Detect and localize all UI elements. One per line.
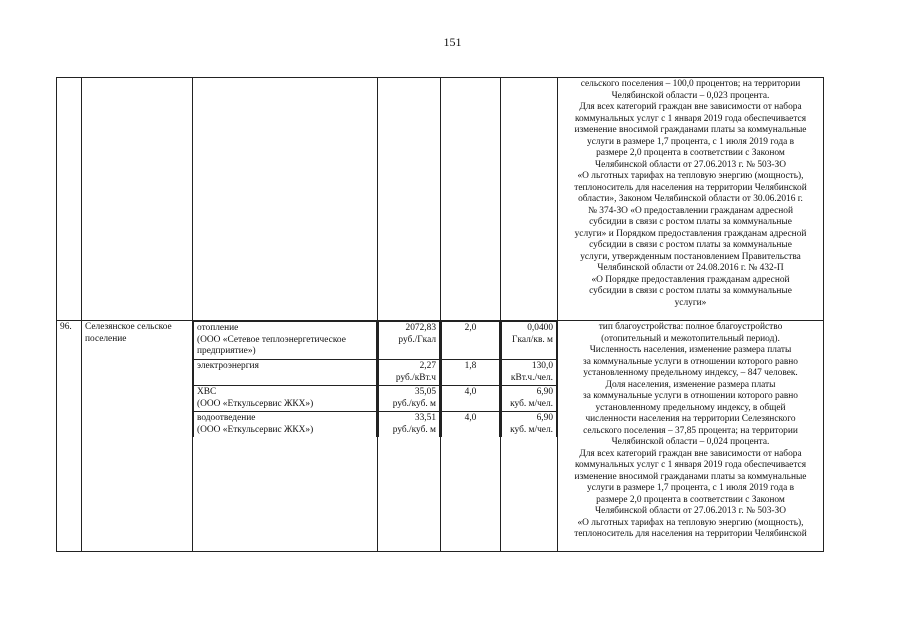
norm-unit: куб. м/чел. [510, 398, 553, 409]
service-provider: (ООО «Еткульсервис ЖКХ») [197, 424, 314, 435]
page-number: 151 [443, 35, 462, 49]
tariff-unit: руб./куб. м [392, 424, 436, 435]
tariff-unit: руб./кВт.ч [395, 372, 436, 383]
growth-value: 2,0 [442, 322, 500, 360]
service-name: электроэнергия [197, 361, 259, 371]
service-row [194, 360, 377, 386]
row-index: 96. [57, 321, 82, 552]
growth-value: 4,0 [442, 386, 500, 412]
norm-unit: куб. м/чел. [510, 424, 553, 435]
service-name: отопление [197, 323, 239, 333]
service-names-cell [193, 321, 378, 552]
tariff-value: 2,27 [419, 361, 436, 371]
service-provider: (ООО «Сетевое теплоэнергетическое предприятие») [197, 334, 346, 356]
row-description-cell: тип благоустройства: полное благоустройство (отопительный и межотопительный период). Численность населения, изменение размера платы за коммунальные услуги в отношении которого равно установленному предельному индексу, – 847 человек. Доля населения, изменение размера платы за коммунальные услуги в отношении которого равно установленному предельному индексу, в общей численности населения на территории Селезянского сельского поселения – 37,85 процента; на территории Челябинской области – 0,024 процента. Для всех категорий граждан вне зависимости от набора коммунальных услуг с 1 января 2019 года обеспечивается изменение вносимой гражданами платы за коммунальные услуги в размере 1,7 процента, с 1 июля 2019 года в размере 2,0 процента в соответствии с Законом Челябинской области от 27.06.2013 г. № 503-ЗО «О льготных тарифах на тепловую энергию (мощность), теплоноситель для населения на территории Челябинской [558, 321, 824, 552]
service-name: ХВС [197, 387, 217, 397]
tariff-value: 33,51 [414, 413, 436, 423]
municipality-name: Селезянское сельское поселение [82, 321, 193, 552]
norm-value: 6,90 [536, 413, 553, 423]
tariff-unit: руб./куб. м [392, 398, 436, 409]
norm-value: 0,0400 [527, 323, 553, 333]
service-row [194, 386, 377, 412]
tariff-value: 35,05 [414, 387, 436, 397]
growth-value: 1,8 [442, 360, 500, 386]
norm-value: 130,0 [531, 361, 553, 371]
previous-description-cell: сельского поселения – 100,0 процентов; на территории Челябинской области – 0,023 процента. Для всех категорий граждан вне зависимости от набора коммунальных услуг с 1 января 2019 года обеспечивается изменение вносимой гражданами платы за коммунальные услуги в размере 1,7 процента, с 1 июля 2019 года в размере 2,0 процента в соответствии с Законом Челябинской области от 27.06.2013 г. № 503-ЗО «О льготных тарифах на тепловую энергию (мощность), теплоноситель для населения на территории Челябинской области», Законом Челябинской области от 30.06.2016 г. № 374-ЗО «О предоставлении гражданам адресной субсидии в связи с ростом платы за коммунальные услуги» и Порядком предоставления гражданам адресной субсидии в связи с ростом платы за коммунальные услуги, утвержденным постановлением Правительства Челябинской области от 24.08.2016 г. № 432-П «О Порядке предоставления гражданам адресной субсидии в связи с ростом платы за коммунальные услуги» [558, 78, 824, 321]
norm-unit: Гкал/кв. м [512, 334, 553, 345]
tariff-value: 2072,83 [405, 323, 436, 333]
tariff-table [56, 77, 824, 552]
growth-value: 4,0 [442, 412, 500, 438]
norm-cell [501, 321, 558, 552]
tariff-cell [378, 321, 441, 552]
table-row-previous [57, 78, 824, 321]
service-row [194, 412, 377, 438]
service-row [194, 322, 377, 360]
table-row-96 [57, 321, 824, 552]
norm-unit: кВт.ч./чел. [510, 372, 553, 383]
growth-cell [441, 321, 501, 552]
service-provider: (ООО «Еткульсервис ЖКХ») [197, 398, 314, 409]
norm-value: 6,90 [536, 387, 553, 397]
service-name: водоотведение [197, 413, 256, 423]
tariff-unit: руб./Гкал [398, 334, 436, 345]
